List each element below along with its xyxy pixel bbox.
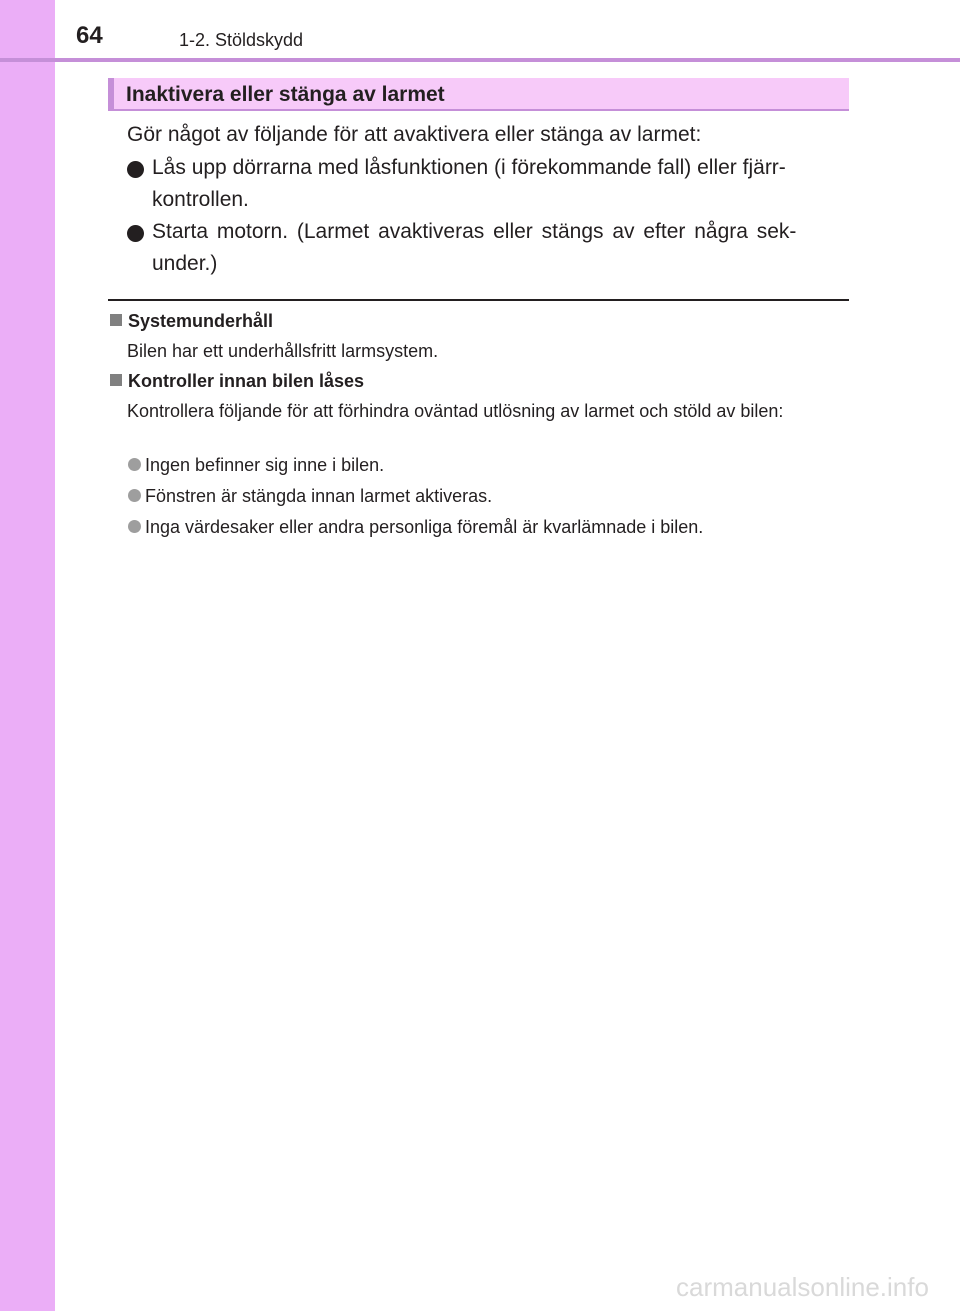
check-item-text: Inga värdesaker eller andra personliga föremål är kvarlämnade i bilen. (145, 517, 704, 537)
check-item-text: Fönstren är stängda innan larmet aktiveras. (145, 486, 493, 506)
bullet-item-start-engine (127, 216, 847, 280)
section-divider (108, 299, 849, 301)
square-bullet-icon (110, 314, 122, 326)
check-item (128, 486, 492, 507)
check-item-text: Ingen befinner sig inne i bilen. (145, 455, 385, 475)
check-item (128, 455, 384, 476)
chapter-title: 1-2. Stöldskydd (179, 30, 304, 50)
note-title: Kontroller innan bilen låses (128, 371, 365, 391)
page-number: 64 (76, 22, 103, 49)
section-heading-box (108, 78, 849, 111)
bullet-line: kontrollen. (152, 188, 249, 211)
intro-text: Gör något av följande för att avaktivera eller stänga av larmet: (127, 123, 702, 146)
circle-bullet-icon (128, 520, 141, 533)
watermark-link[interactable]: carmanualsonline.info (676, 1272, 929, 1302)
section-heading: Inaktivera eller stänga av larmet (126, 83, 445, 106)
heading-accent-bar (108, 78, 114, 109)
check-item (128, 517, 703, 538)
circle-bullet-icon (128, 458, 141, 471)
note-text-check: Kontrollera följande för att förhindra oväntad utlösning av larmet och stöld av bilen: (127, 401, 784, 421)
square-bullet-icon (110, 374, 122, 386)
circle-bullet-icon (128, 489, 141, 502)
bullet-line: Lås upp dörrarna med låsfunktionen (i förekommande fall) eller fjärr- (152, 156, 786, 179)
note-heading-maintenance (110, 311, 273, 332)
note-heading-check (110, 371, 364, 392)
header-corner (0, 0, 55, 58)
bullet-item-unlock (127, 152, 847, 216)
side-band (0, 0, 55, 1311)
bullet-line: Starta motorn. (Larmet avaktiveras eller stängs av efter några sek- (152, 220, 797, 243)
bullet-dot-icon (127, 161, 144, 178)
bullet-text (152, 216, 842, 280)
bullet-text (152, 152, 842, 216)
header-rule (0, 58, 960, 62)
note-title: Systemunderhåll (128, 311, 274, 331)
bullet-line: under.) (152, 252, 218, 275)
note-text-maintenance: Bilen har ett underhållsfritt larmsystem. (127, 341, 439, 361)
bullet-dot-icon (127, 225, 144, 242)
